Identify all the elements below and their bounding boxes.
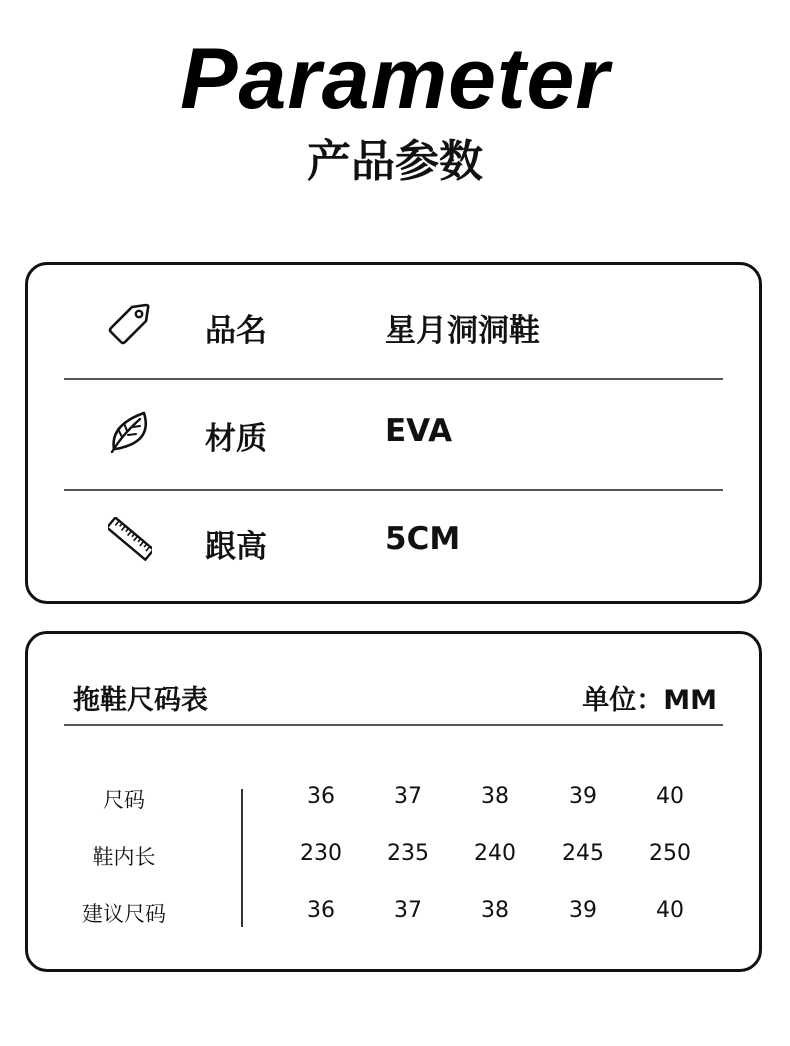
table-cell: 40	[656, 898, 684, 923]
table-cell: 37	[394, 898, 422, 923]
param-row-material	[64, 381, 723, 489]
table-cell: 38	[481, 898, 509, 923]
table-cell: 230	[300, 841, 342, 866]
size-chart-unit: 单位：MM	[582, 685, 717, 716]
product-parameters-card	[25, 262, 762, 604]
table-cell: 37	[394, 784, 422, 809]
table-row-label: 尺码	[103, 788, 145, 812]
table-row-inner-length	[28, 839, 759, 869]
table-cell: 235	[387, 841, 429, 866]
ruler-icon	[108, 517, 152, 561]
param-row-name	[64, 273, 723, 381]
table-cell: 250	[649, 841, 691, 866]
param-value: 星月洞洞鞋	[385, 313, 540, 349]
table-cell: 36	[307, 898, 335, 923]
param-label: 材质	[205, 421, 267, 457]
table-row-recommended-size	[28, 896, 759, 926]
table-row-size	[28, 782, 759, 812]
table-cell: 39	[569, 898, 597, 923]
table-cell: 40	[656, 784, 684, 809]
table-row-label: 鞋内长	[92, 845, 156, 869]
param-label: 品名	[205, 313, 267, 349]
divider	[64, 724, 723, 726]
leaf-icon	[108, 409, 152, 453]
page-title-chinese: 产品参数	[307, 136, 483, 187]
divider	[64, 378, 723, 380]
table-cell: 39	[569, 784, 597, 809]
param-label: 跟高	[205, 529, 267, 565]
table-row-label: 建议尺码	[82, 902, 166, 926]
page-title-english: Parameter	[180, 31, 610, 127]
param-value: 5CM	[385, 521, 461, 557]
table-cell: 38	[481, 784, 509, 809]
price-tag-icon	[108, 301, 152, 345]
param-row-heel-height	[64, 489, 723, 597]
size-chart-card	[25, 631, 762, 972]
size-chart-title: 拖鞋尺码表	[73, 685, 208, 716]
table-cell: 240	[474, 841, 516, 866]
table-cell: 36	[307, 784, 335, 809]
param-value: EVA	[385, 413, 453, 449]
table-cell: 245	[562, 841, 604, 866]
